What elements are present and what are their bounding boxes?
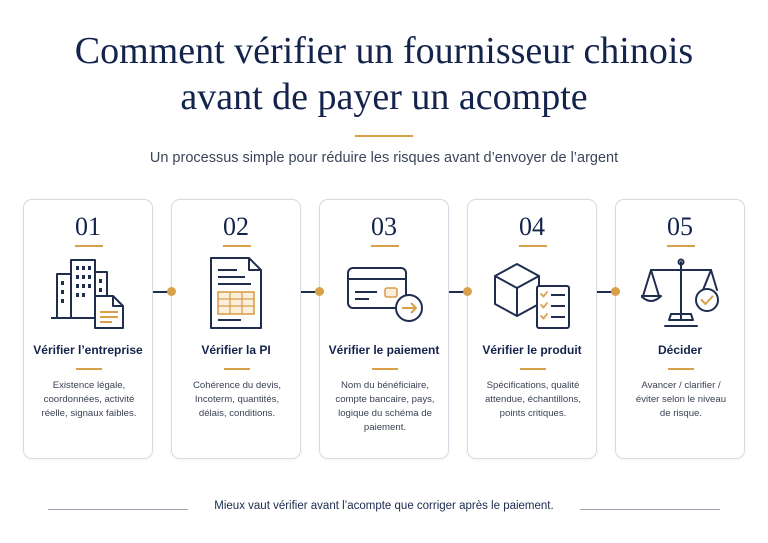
step-title-divider bbox=[224, 368, 250, 370]
step-card-1 bbox=[23, 199, 153, 459]
description-line: compte bancaire, pays, bbox=[335, 394, 435, 405]
title-line-2: avant de payer un acompte bbox=[180, 76, 588, 118]
description-line: Nom du bénéficiaire, bbox=[341, 380, 429, 391]
step-number: 01 bbox=[75, 212, 101, 241]
description-line: Incoterm, quantités, bbox=[194, 394, 280, 405]
invoice-document-icon bbox=[197, 256, 277, 332]
step-number-divider bbox=[371, 245, 399, 247]
step-number: 05 bbox=[667, 212, 693, 241]
product-box-checklist-icon bbox=[493, 256, 573, 332]
step-title: Vérifier la PI bbox=[201, 343, 271, 357]
step-title: Vérifier l’entreprise bbox=[33, 343, 143, 357]
step-number-divider bbox=[667, 245, 695, 247]
buildings-document-icon bbox=[49, 256, 129, 332]
description-line: Avancer / clarifier / bbox=[641, 380, 721, 391]
step-title-divider bbox=[76, 368, 102, 370]
step-card-5 bbox=[615, 199, 745, 459]
footer-rule-right bbox=[580, 509, 720, 510]
step-number: 04 bbox=[519, 212, 545, 241]
step-card-2 bbox=[171, 199, 301, 459]
page-title bbox=[0, 28, 768, 120]
step-description bbox=[328, 379, 442, 435]
description-line: Cohérence du devis, bbox=[193, 380, 281, 391]
connector-dot bbox=[611, 287, 620, 296]
step-number-divider bbox=[519, 245, 547, 247]
connector-dot bbox=[167, 287, 176, 296]
page-subtitle: Un processus simple pour réduire les risques avant d’envoyer de l’argent bbox=[149, 150, 619, 166]
step-number: 02 bbox=[223, 212, 249, 241]
step-number-divider bbox=[75, 245, 103, 247]
connector-dot bbox=[463, 287, 472, 296]
title-divider bbox=[355, 135, 413, 137]
step-card-4 bbox=[467, 199, 597, 459]
description-line: attendue, échantillons, bbox=[484, 394, 581, 405]
step-title: Vérifier le paiement bbox=[328, 343, 440, 357]
step-description bbox=[624, 379, 738, 421]
description-line: Spécifications, qualité bbox=[486, 380, 580, 391]
step-title-divider bbox=[668, 368, 694, 370]
step-title: Décider bbox=[657, 343, 703, 357]
description-line: coordonnées, activité bbox=[43, 394, 135, 405]
step-title: Vérifier le produit bbox=[482, 343, 582, 357]
description-line: réelle, signaux faibles. bbox=[41, 408, 137, 419]
description-line: éviter selon le niveau bbox=[635, 394, 727, 405]
step-description bbox=[476, 379, 590, 421]
step-card-3 bbox=[319, 199, 449, 459]
step-title-divider bbox=[372, 368, 398, 370]
step-number: 03 bbox=[371, 212, 397, 241]
description-line: points critiques. bbox=[499, 408, 567, 419]
connector-dot bbox=[315, 287, 324, 296]
description-line: délais, conditions. bbox=[198, 408, 276, 419]
description-line: paiement. bbox=[363, 422, 407, 433]
step-description bbox=[180, 379, 294, 421]
step-description bbox=[32, 379, 146, 421]
step-number-divider bbox=[223, 245, 251, 247]
title-line-1: Comment vérifier un fournisseur chinois bbox=[74, 30, 694, 72]
payment-card-icon bbox=[345, 256, 425, 332]
step-title-divider bbox=[520, 368, 546, 370]
balance-scale-icon bbox=[641, 256, 721, 332]
footer-note: Mieux vaut vérifier avant l’acompte que corriger après le paiement. bbox=[214, 500, 554, 512]
description-line: logique du schéma de bbox=[338, 408, 432, 419]
description-line: de risque. bbox=[659, 408, 703, 419]
description-line: Existence légale, bbox=[52, 380, 126, 391]
